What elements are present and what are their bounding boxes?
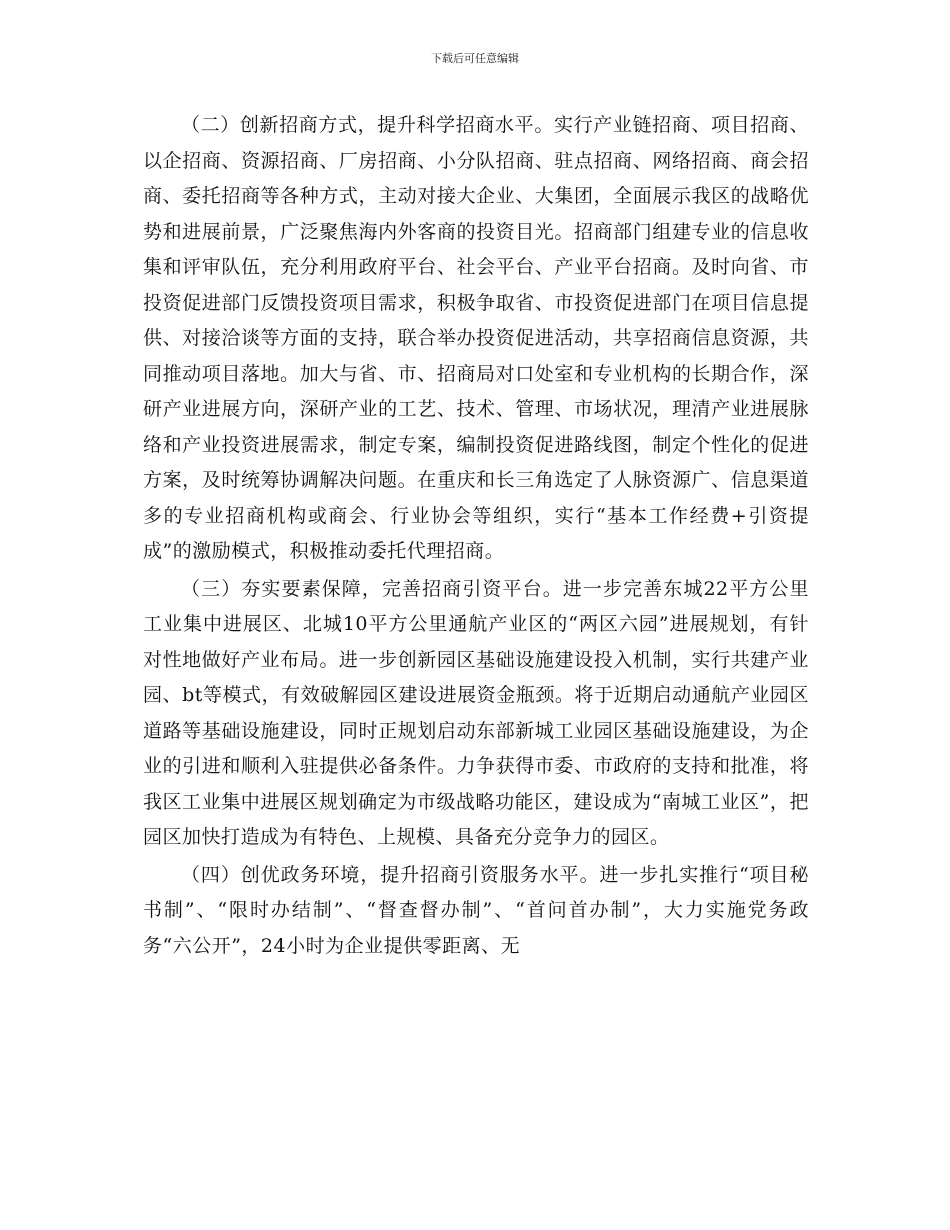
- paragraph-investment-methods: （二）创新招商方式，提升科学招商水平。实行产业链招商、项目招商、以企招商、资源招商、厂房招商、小分队招商、驻点招商、网络招商、商会招商、委托招商等各种方式，主动对接大企业、大集团，全面展示我区的战略优势和进展前景，广泛聚焦海内外客商的投资目光。招商部门组建专业的信息收集和评审队伍，充分利用政府平台、社会平台、产业平台招商。及时向省、市投资促进部门反馈投资项目需求，积极争取省、市投资促进部门在项目信息提供、对接洽谈等方面的支持，联合举办投资促进活动，共享招商信息资源，共同推动项目落地。加大与省、市、招商局对口处室和专业机构的长期合作，深研产业进展方向，深研产业的工艺、技术、管理、市场状况，理清产业进展脉络和产业投资进展需求，制定专案，编制投资促进路线图，制定个性化的促进方案，及时统筹协调解决问题。在重庆和长三角选定了人脉资源广、信息渠道多的专业招商机构或商会、行业协会等组织，实行“基本工作经费+引资提成”的激励模式，积极推动委托代理招商。: [143, 114, 809, 562]
- paragraph-investment-platform: （三）夯实要素保障，完善招商引资平台。进一步完善东城22平方公里工业集中进展区、北城10平方公里通航产业区的“两区六园”进展规划，有针对性地做好产业布局。进一步创新园区基础设施建设投入机制，实行共建产业园、bt等模式，有效破解园区建设进展资金瓶颈。将于近期启动通航产业园区道路等基础设施建设，同时正规划启动东部新城工业园区基础设施建设，为企业的引进和顺利入驻提供必备条件。力争获得市委、市政府的支持和批准，将我区工业集中进展区规划确定为市级战略功能区，建设成为“南城工业区”，把园区加快打造成为有特色、上规模、具备充分竞争力的园区。: [143, 577, 809, 848]
- paragraph-government-service: （四）创优政务环境，提升招商引资服务水平。进一步扎实推行“项目秘书制”、“限时办结制”、“督查督办制”、“首问首办制”，大力实施党务政务“六公开”，24小时为企业提供零距离、无: [143, 863, 809, 957]
- page-header: 下载后可任意编辑: [431, 52, 519, 65]
- document-body: [143, 108, 809, 964]
